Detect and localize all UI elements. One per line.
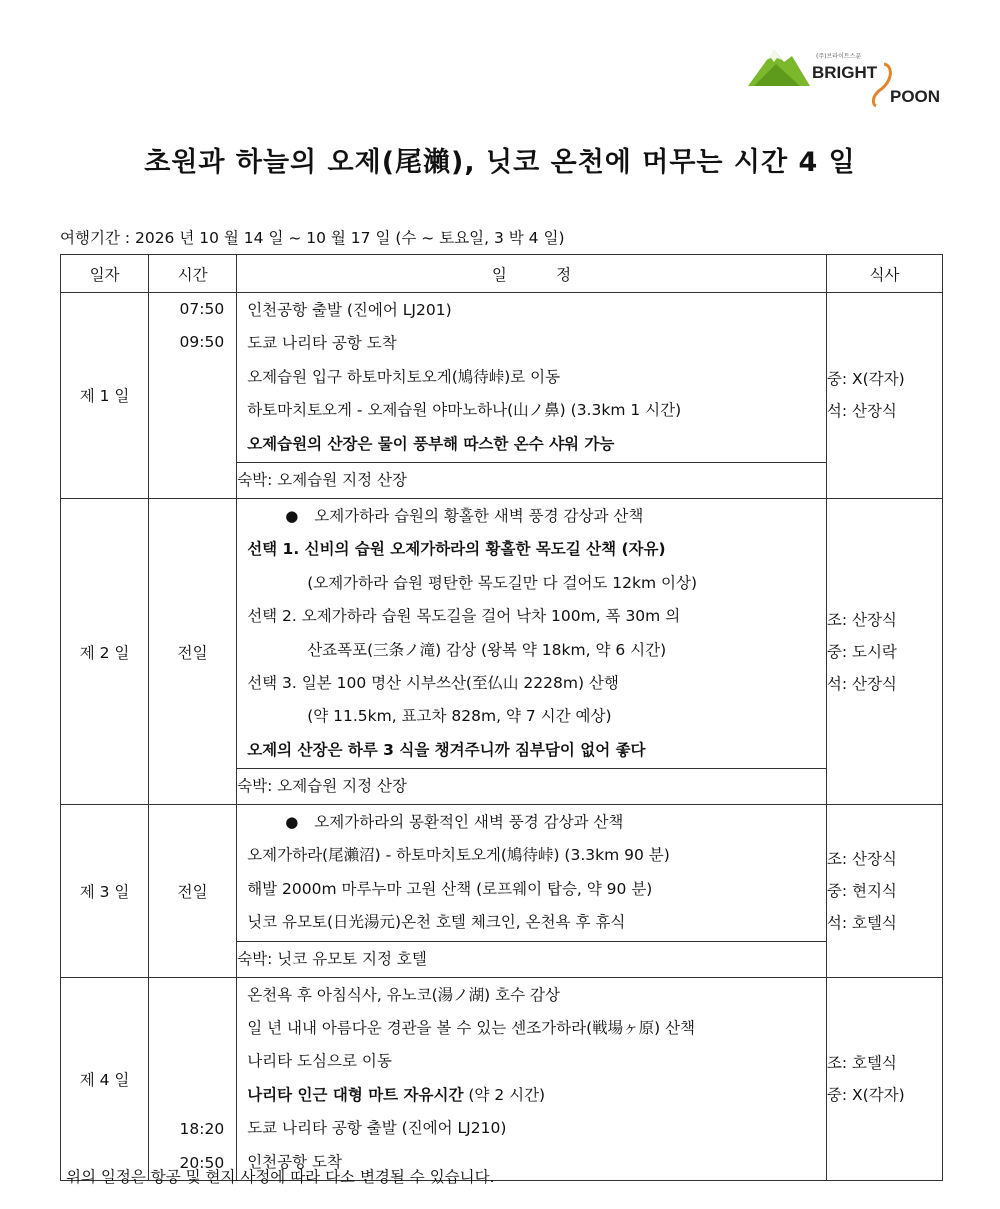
plan-item: 오제가하라(尾瀨沼) - 하토마치토오게(鳩待峠) (3.3km 90 분) (247, 846, 670, 865)
plan-item: 닛코 유모토(日光湯元)온천 호텔 체크인, 온천욕 후 휴식 (247, 913, 626, 932)
logo-subtext: (주)브라이트스푼 (816, 53, 862, 60)
plan-note: 산죠폭포(三条ノ滝) 감상 (왕복 약 18km, 약 6 시간) (307, 640, 667, 659)
day-1-stay: 숙박: 오제습원 지정 산장 (237, 462, 827, 498)
logo-word-bright: BRIGHT (812, 63, 878, 82)
plan-item: 일 년 내내 아름다운 경관을 볼 수 있는 센조가하라(戦場ヶ原) 산책 (247, 1019, 696, 1038)
plan-item: 도쿄 나리타 공항 도착 (247, 334, 397, 353)
meal-item: 중: 도시락 (826, 642, 897, 661)
travel-period: 여행기간 : 2026 년 10 월 14 일 ~ 10 월 17 일 (수 ~ 토요일, 3 박 4 일) (60, 229, 565, 247)
plan-note: (약 11.5km, 표고차 828m, 약 7 시간 예상) (307, 707, 612, 726)
day-3-label: 제 3 일 (61, 805, 149, 978)
day-2-stay: 숙박: 오제습원 지정 산장 (237, 769, 827, 805)
plan-item: 도쿄 나리타 공항 출발 (진에어 LJ210) (247, 1119, 507, 1138)
day-3-meals (826, 805, 942, 978)
table-header-row (61, 255, 943, 293)
day-2-label: 제 2 일 (61, 498, 149, 804)
meal-item: 중: X(각자) (826, 370, 905, 389)
time-value: 20:50 (179, 1153, 225, 1172)
day-3-stay: 숙박: 닛코 유모토 지정 호텔 (237, 941, 827, 977)
day-3-plan (237, 805, 827, 942)
plan-item: 온천욕 후 아침식사, 유노코(湯ノ湖) 호수 감상 (247, 985, 560, 1004)
meal-item: 조: 산장식 (826, 849, 897, 868)
plan-note: (오제가하라 습원 평탄한 목도길만 다 걸어도 12km 이상) (307, 573, 698, 592)
meal-item: 석: 호텔식 (826, 913, 897, 932)
header-meal: 식사 (826, 255, 942, 293)
day-1-label: 제 1 일 (61, 293, 149, 499)
header-time: 시간 (149, 255, 237, 293)
header-plan: 일 정 (237, 255, 827, 293)
company-logo (744, 42, 954, 108)
day-1-row (61, 293, 943, 463)
plan-item: 오제습원 입구 하토마치토오게(鳩待峠)로 이동 (247, 367, 561, 386)
day-2-time: 전일 (149, 498, 237, 804)
meal-item: 중: X(각자) (826, 1085, 905, 1104)
footnote: 위의 일정은 항공 및 현지 사정에 따라 다소 변경될 수 있습니다. (66, 1168, 495, 1186)
plan-option-3: 선택 3. 일본 100 명산 시부쓰산(至仏山 2228m) 산행 (247, 673, 619, 692)
meal-item: 조: 호텔식 (826, 1053, 897, 1072)
plan-option-1: 선택 1. 신비의 습원 오제가하라의 황홀한 목도길 산책 (자유) (247, 540, 666, 559)
plan-item: 인천공항 출발 (진에어 LJ201) (247, 301, 452, 319)
plan-note: (약 2 시간) (468, 1085, 546, 1104)
day-2-row (61, 498, 943, 768)
time-value: 07:50 (179, 300, 225, 318)
plan-item: 인천공항 도착 (247, 1152, 342, 1171)
mountain-logo-icon (744, 42, 954, 108)
plan-highlight: 오제의 산장은 하루 3 식을 챙겨주니까 짐부담이 없어 좋다 (247, 740, 646, 759)
plan-bullet-item: ● 오제가하라 습원의 황홀한 새벽 풍경 감상과 산책 (247, 500, 826, 533)
plan-highlight: 오제습원의 산장은 물이 풍부해 따스한 온수 샤워 가능 (247, 434, 615, 453)
day-1-meals (826, 293, 942, 499)
header-day: 일자 (61, 255, 149, 293)
day-4-meals (826, 977, 942, 1180)
logo-word-poon: POON (890, 87, 941, 106)
plan-item: 해발 2000m 마루누마 고원 산책 (로프웨이 탑승, 약 90 분) (247, 879, 653, 898)
day-2-meals (826, 498, 942, 804)
day-1-plan (237, 293, 827, 463)
document-title: 초원과 하늘의 오제(尾瀨), 닛코 온천에 머무는 시간 4 일 (144, 147, 856, 178)
plan-item: 나리타 도심으로 이동 (247, 1052, 392, 1071)
day-4-plan (237, 977, 827, 1180)
day-1-times (149, 293, 237, 499)
meal-item: 중: 현지식 (826, 881, 897, 900)
plan-highlight: 나리타 인근 대형 마트 자유시간 (247, 1085, 464, 1104)
day-4-times (149, 977, 237, 1180)
plan-option-2: 선택 2. 오제가하라 습원 목도길을 걸어 낙차 100m, 폭 30m 의 (247, 607, 681, 626)
meal-item: 석: 산장식 (826, 674, 897, 693)
meal-item: 조: 산장식 (826, 610, 897, 629)
plan-bullet-item: ● 오제가하라의 몽환적인 새벽 풍경 감상과 산책 (247, 806, 826, 839)
plan-item-free-time (247, 1079, 826, 1112)
day-4-label: 제 4 일 (61, 977, 149, 1180)
time-value: 18:20 (179, 1120, 225, 1139)
time-value: 09:50 (179, 333, 225, 352)
meal-item: 석: 산장식 (826, 402, 897, 421)
day-3-row (61, 805, 943, 942)
day-2-plan (237, 498, 827, 768)
plan-item: 하토마치토오게 - 오제습원 야마노하나(山ノ鼻) (3.3km 1 시간) (247, 401, 682, 420)
day-3-time: 전일 (149, 805, 237, 978)
itinerary-table (60, 254, 943, 1181)
day-4-row (61, 977, 943, 1180)
